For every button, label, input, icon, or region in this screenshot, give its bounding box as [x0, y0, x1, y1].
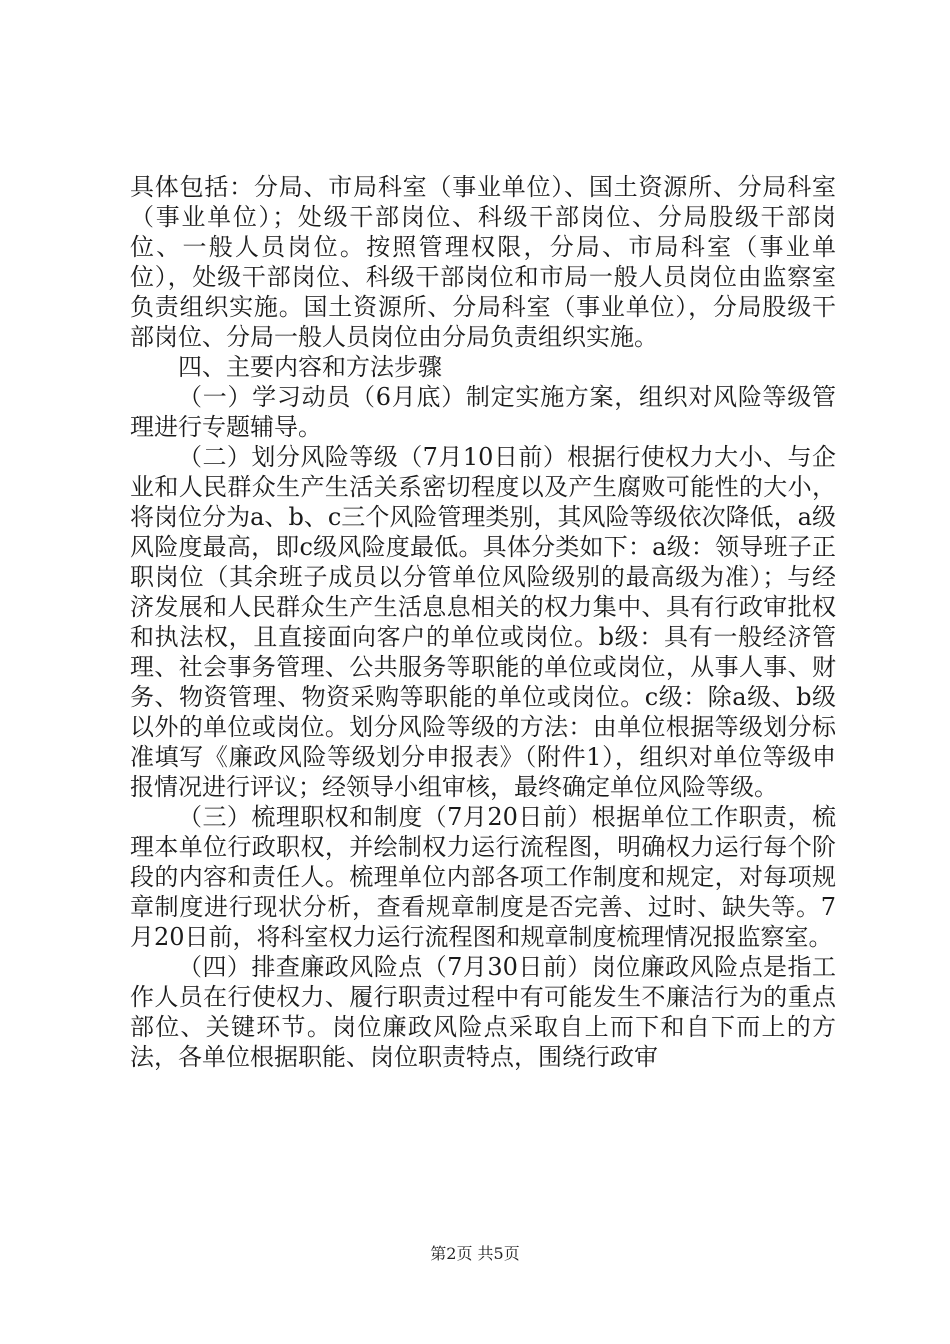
paragraph-step-1-mobilization: （一）学习动员（6月底）制定实施方案，组织对风险等级管理进行专题辅导。: [130, 383, 836, 441]
paragraph-step-2-risk-levels: （二）划分风险等级（7月10日前）根据行使权力大小、与企业和人民群众生产生活关系密切程度以及产生腐败可能性的大小，将岗位分为a、b、c三个风险管理类别，其风险等级依次降低，a级风险度最高，即c级风险度最低。具体分类如下：a级：领导班子正职岗位（其余班子成员以分管单位风险级别的最高级为准）；与经济发展和人民群众生产生活息息相关的权力集中、具有行政审批权和执法权，且直接面向客户的单位或岗位。b级：具有一般经济管理、社会事务管理、公共服务等职能的单位或岗位，从事人事、财务、物资管理、物资采购等职能的单位或岗位。c级：除a级、b级以外的单位或岗位。划分风险等级的方法：由单位根据等级划分标准填写《廉政风险等级划分申报表》（附件1），组织对单位等级申报情况进行评议；经领导小组审核，最终确定单位风险等级。: [130, 443, 836, 801]
section-heading-main-content: 四、主要内容和方法步骤: [178, 353, 442, 381]
paragraph-step-3-powers-and-rules: （三）梳理职权和制度（7月20日前）根据单位工作职责，梳理本单位行政职权，并绘制权力运行流程图，明确权力运行每个阶段的内容和责任人。梳理单位内部各项工作制度和规定，对每项规章制度进行现状分析，查看规章制度是否完善、过时、缺失等。7月20日前，将科室权力运行流程图和规章制度梳理情况报监察室。: [130, 803, 836, 951]
document-body: [130, 172, 836, 1072]
paragraph-step-4-risk-points: （四）排查廉政风险点（7月30日前）岗位廉政风险点是指工作人员在行使权力、履行职责过程中有可能发生不廉洁行为的重点部位、关键环节。岗位廉政风险点采取自上而下和自下而上的方法，各单位根据职能、岗位职责特点，围绕行政审: [130, 953, 836, 1071]
paragraph-scope: 具体包括：分局、市局科室（事业单位）、国土资源所、分局科室（事业单位）；处级干部岗位、科级干部岗位、分局股级干部岗位、一般人员岗位。按照管理权限，分局、市局科室（事业单位），处级干部岗位、科级干部岗位和市局一般人员岗位由监察室负责组织实施。国土资源所、分局科室（事业单位），分局股级干部岗位、分局一般人员岗位由分局负责组织实施。: [130, 173, 836, 351]
page-footer: 第2页 共5页: [430, 1244, 520, 1263]
